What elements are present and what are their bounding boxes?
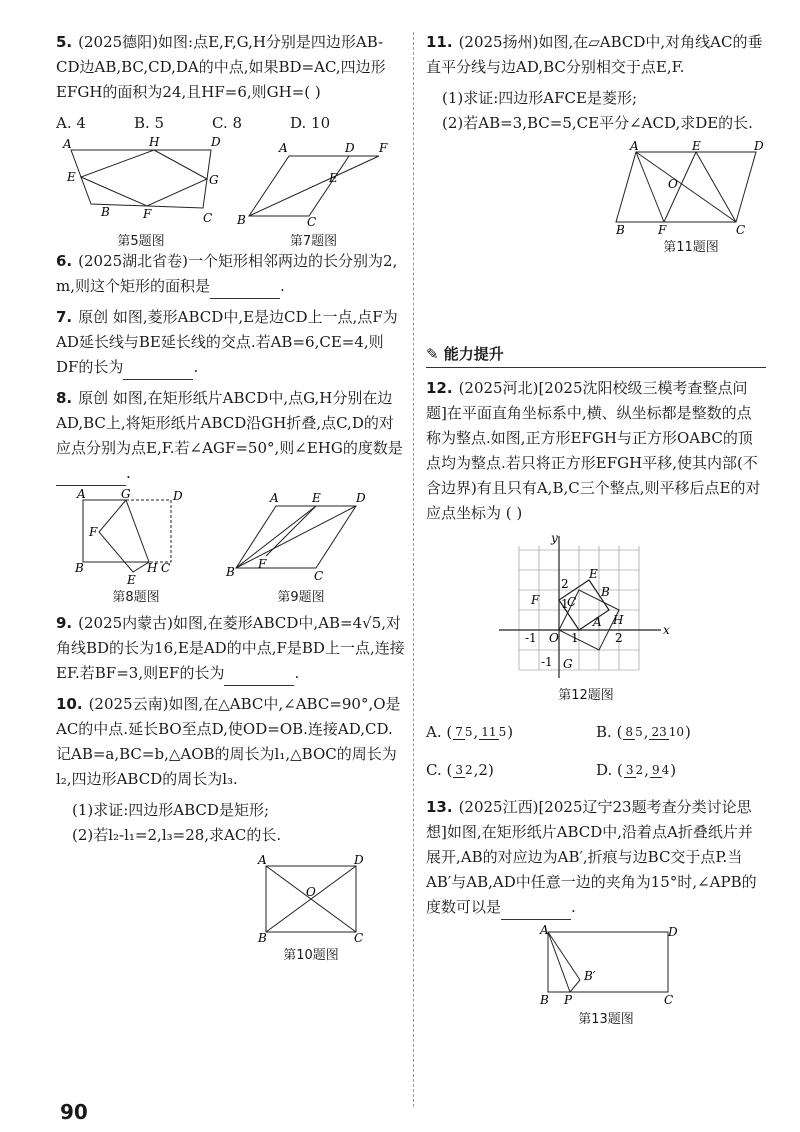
label: A [270, 491, 279, 505]
choice-letter: C. [426, 761, 442, 779]
question-tail: . [280, 277, 285, 295]
label: G [563, 657, 573, 671]
question-text: (2025江西)[2025辽宁23题考查分类讨论思想]如图,在矩形纸片ABCD中,沿着点A折叠纸片并展开,AB的对应边为AB′,折痕与边BC交于点P.当AB′与AB,AD中任意一边的夹角为15°时,∠APB的度数可以是 [426, 798, 757, 916]
right-column [426, 30, 766, 1027]
numerator: 3 [625, 763, 634, 777]
question-10 [56, 692, 406, 792]
figure-8-diagram [71, 487, 201, 587]
question-text: (2025德阳)如图:点E,F,G,H分别是四边形AB-CD边AB,BC,CD,DA的中点,如果BD=AC,四边形EFGH的面积为24,且HF=6,则GH=( ) [56, 33, 386, 101]
choice-letter: B. [596, 723, 612, 741]
figure-7 [226, 136, 401, 249]
figure-caption: 第5题图 [117, 234, 165, 249]
tick: 1 [571, 631, 579, 645]
fraction [623, 726, 642, 740]
answer-blank[interactable] [501, 903, 571, 920]
figure-10 [246, 853, 376, 963]
denominator: 4 [661, 763, 670, 777]
question-number: 5. [56, 33, 73, 51]
fig-row-8-9 [56, 487, 406, 605]
section-title: 能力提升 [443, 345, 504, 363]
label: C [354, 931, 364, 945]
label: D [211, 135, 221, 149]
choice-b[interactable]: B. ( 8 5, 23 10) [596, 713, 766, 751]
question-6 [56, 249, 406, 299]
figure-8 [56, 487, 216, 605]
choice-letter: D. [596, 761, 613, 779]
figure-5-diagram [61, 136, 221, 228]
question-tail: . [126, 464, 131, 482]
tick: 2 [561, 577, 569, 591]
question-7 [56, 305, 406, 380]
question-tail: . [294, 664, 300, 682]
q5-choices [56, 111, 406, 136]
question-number: 8. [56, 389, 73, 407]
figure-5 [56, 136, 226, 249]
label: H [147, 561, 158, 575]
choice-letter: A. [426, 723, 442, 741]
label: F [89, 525, 98, 539]
figure-caption: 第12题图 [558, 688, 614, 703]
figure-caption: 第11题图 [663, 240, 719, 255]
figure-11 [616, 139, 766, 255]
label: P [564, 993, 573, 1007]
left-column [56, 30, 406, 963]
denominator: 2 [464, 763, 473, 777]
question-number: 7. [56, 308, 73, 326]
label: D [668, 925, 678, 939]
label: x [663, 623, 670, 637]
fraction [650, 764, 669, 778]
column-divider [413, 32, 414, 1107]
q12-choices-row-2 [426, 751, 766, 789]
question-number: 12. [426, 379, 453, 397]
question-12 [426, 376, 766, 526]
label: F [143, 207, 152, 221]
numerator: 23 [651, 725, 667, 739]
figure-caption: 第8题图 [112, 590, 160, 605]
question-8 [56, 386, 406, 486]
choice-c[interactable]: C. ( 3 2,2) [426, 751, 596, 789]
pencil-icon: ✎ [426, 345, 444, 363]
figure-11-diagram [616, 139, 766, 237]
fraction [479, 726, 506, 740]
choice-a[interactable]: A. 4 [56, 114, 86, 132]
label: B [601, 585, 610, 599]
label: O [306, 885, 316, 899]
figure-13-diagram [536, 923, 678, 1007]
label: C [664, 993, 674, 1007]
label: A [593, 615, 602, 629]
numerator: 9 [651, 763, 660, 777]
figure-caption: 第7题图 [289, 234, 338, 249]
figure-12 [486, 532, 686, 703]
label: E [67, 170, 76, 184]
numerator: 7 [455, 725, 463, 739]
figure-7-diagram [229, 136, 399, 228]
choice-d[interactable]: D. 10 [290, 114, 331, 132]
choice-b[interactable]: B. 5 [134, 114, 165, 132]
label: A [77, 487, 86, 501]
label: F [658, 223, 667, 237]
tick: -1 [541, 655, 553, 669]
answer-blank[interactable] [224, 669, 294, 686]
figure-caption: 第9题图 [277, 590, 325, 605]
numerator: 11 [481, 725, 497, 739]
label: G [121, 487, 131, 501]
label: C [736, 223, 746, 237]
question-tail: . [193, 358, 199, 376]
label: G [209, 173, 219, 187]
label: D [754, 139, 764, 153]
label: D [356, 491, 366, 505]
label: F [258, 557, 267, 571]
figure-13 [531, 923, 681, 1027]
label: O [549, 631, 559, 645]
whole-value: 2 [478, 761, 488, 779]
denominator: 5 [635, 725, 643, 739]
choice-d[interactable]: D. ( 3 2, 9 4) [596, 751, 766, 789]
question-number: 11. [426, 33, 453, 51]
question-9 [56, 611, 406, 686]
question-11 [426, 30, 766, 80]
label: B [75, 561, 84, 575]
label: A [630, 139, 639, 153]
label: E [692, 139, 701, 153]
fraction [453, 764, 472, 778]
question-number: 9. [56, 614, 73, 632]
section-header [426, 343, 766, 368]
fraction [624, 764, 643, 778]
fraction [453, 726, 472, 740]
label: B′ [584, 969, 596, 983]
figure-9-diagram [226, 492, 376, 584]
fig-row-5-7 [56, 136, 406, 249]
label: A [63, 137, 72, 151]
question-text: (2025湖北省卷)一个矩形相邻两边的长分别为2, m,则这个矩形的面积是 [56, 252, 398, 295]
label: C [161, 561, 171, 575]
question-text: (2025内蒙古)如图,在菱形ABCD中,AB=4√5,对角线BD的长为16,E是AD的中点,F是BD上一点,连接EF.若BF=3,则EF的长为 [56, 614, 405, 682]
question-number: 10. [56, 695, 83, 713]
label: A [258, 853, 267, 867]
label: O [668, 177, 678, 191]
label: H [613, 613, 624, 627]
label: y [551, 531, 558, 545]
question-text: 原创 如图,菱形ABCD中,E是边CD上一点,点F为AD延长线与BE延长线的交点.若AB=6,CE=4,则DF的长为 [56, 308, 398, 376]
figure-12-diagram [491, 532, 681, 682]
label: D [354, 853, 364, 867]
label: D [173, 489, 183, 503]
label: A [278, 141, 288, 155]
question-text: (2025扬州)如图,在▱ABCD中,对角线AC的垂直平分线与边AD,BC分别相交于点E,F. [426, 33, 763, 76]
question-tail: . [571, 898, 576, 916]
denominator: 2 [635, 763, 644, 777]
label: B [226, 565, 235, 579]
q12-choices-row-1 [426, 713, 766, 751]
label: E [589, 567, 598, 581]
question-5 [56, 30, 406, 105]
numerator: 3 [455, 763, 463, 777]
q11-part-1: (1)求证:四边形AFCE是菱形; [442, 89, 638, 107]
label: B [236, 213, 246, 227]
question-text: (2025河北)[2025沈阳校级三模考查整点问题]在平面直角坐标系中,横、纵坐标都是整数的点称为整点.如图,正方形EFGH与正方形OABC的顶点均为整点.若只将正方形EFGH平移,使其内部(不含边界)有且只有A,B,C三个整点,则平移后点E的对应点坐标为 ( ) [426, 379, 761, 522]
choice-c[interactable]: C. 8 [212, 114, 243, 132]
label: F [531, 593, 540, 607]
label: C [306, 215, 316, 229]
answer-blank[interactable] [56, 469, 126, 486]
figure-9 [216, 492, 386, 605]
question-text: (2025云南)如图,在△ABC中,∠ABC=90°,O是AC的中点.延长BO至点D,使OD=OB.连接AD,CD.记AB=a,BC=b,△AOB的周长为l₁,△BOC的周长为l₂,四边形ABCD的周长为l₃. [56, 695, 401, 788]
tick: 2 [615, 631, 623, 645]
tick: 1 [561, 597, 569, 611]
fraction [649, 726, 684, 740]
question-text: 原创 如图,在矩形纸片ABCD中,点G,H分别在边AD,BC上,将矩形纸片ABCD沿GH折叠,点C,D的对应点分别为点E,F.若∠AGF=50°,则∠EHG的度数是 [56, 389, 403, 457]
tick: -1 [525, 631, 537, 645]
label: D [344, 141, 355, 155]
label: B [540, 993, 549, 1007]
label: C [314, 569, 324, 583]
q10-part-2: (2)若l₂-l₁=2,l₃=28,求AC的长. [72, 826, 282, 844]
label: B [616, 223, 625, 237]
label: B [101, 205, 110, 219]
answer-blank[interactable] [123, 363, 193, 380]
q11-part-2: (2)若AB=3,BC=5,CE平分∠ACD,求DE的长. [442, 114, 753, 132]
label: B [258, 931, 267, 945]
label: E [127, 573, 136, 587]
figure-caption: 第10题图 [283, 948, 339, 963]
label: E [312, 491, 321, 505]
denominator: 5 [498, 725, 507, 739]
question-number: 6. [56, 252, 73, 270]
numerator: 8 [625, 725, 634, 739]
label: C [567, 595, 577, 609]
label: C [203, 211, 213, 225]
label: A [540, 923, 549, 937]
page-number: 90 [60, 1100, 88, 1124]
question-number: 13. [426, 798, 453, 816]
question-13 [426, 795, 766, 920]
label: E [328, 171, 338, 185]
answer-blank[interactable] [210, 282, 280, 299]
choice-a[interactable]: A. ( 7 5, 11 5) [426, 713, 596, 751]
denominator: 5 [464, 725, 473, 739]
denominator: 10 [668, 725, 685, 739]
q10-part-1: (1)求证:四边形ABCD是矩形; [72, 801, 269, 819]
label: H [149, 135, 160, 149]
figure-caption: 第13题图 [578, 1012, 634, 1027]
figure-10-diagram [256, 853, 366, 945]
label: F [378, 141, 387, 155]
